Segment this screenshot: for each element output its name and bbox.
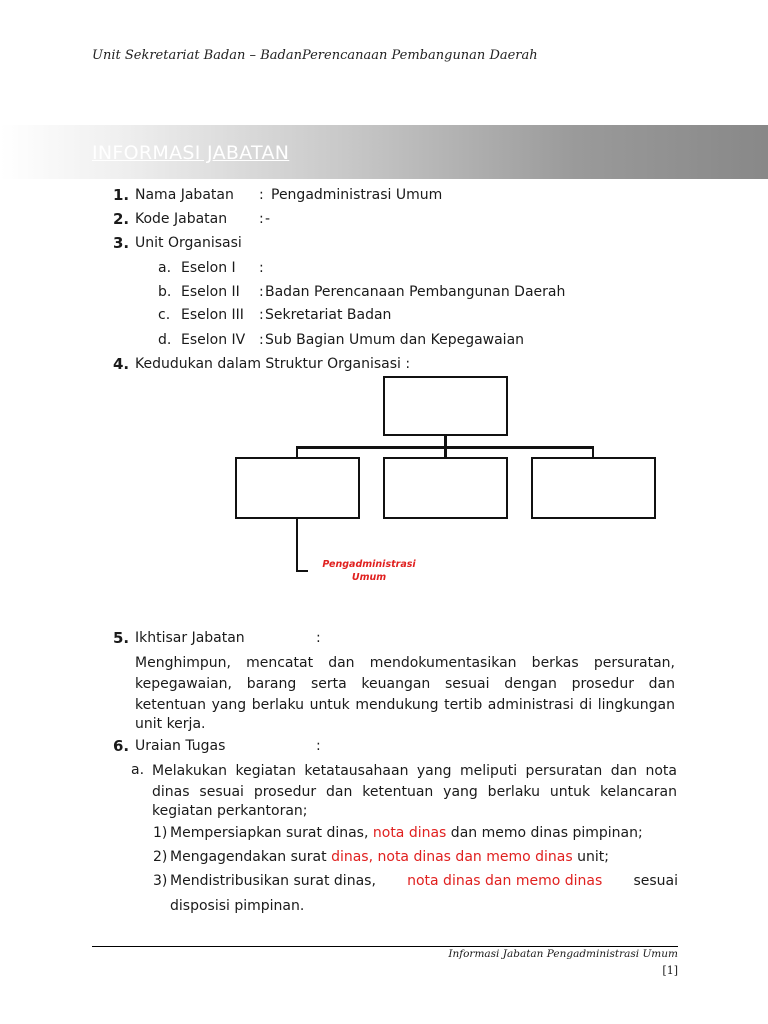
eselon-colon: : [259,307,264,323]
subtask-highlight: nota dinas [372,825,447,841]
footer-rule [92,946,678,947]
item-number: 6. [113,737,130,755]
eselon-letter: d. [158,332,172,348]
item-colon: : [259,187,264,203]
item-colon: : [316,738,321,754]
item-colon: : [259,211,264,227]
subtask-text [170,825,643,841]
item-colon: : [316,630,321,646]
org-box-middle [383,457,508,519]
paragraph-line: kepegawaian, barang serta keuangan sesuai dengan prosedur dan [135,676,675,692]
item-number: 3. [113,234,130,252]
item-label: Uraian Tugas [135,738,226,754]
footer-title: Informasi Jabatan Pengadministrasi Umum [448,948,678,960]
paragraph-line: dinas sesuai prosedur dan ketentuan yang berlaku untuk kelancaran [152,784,677,800]
eselon-colon: : [259,260,264,276]
eselon-label: Eselon IV [181,332,246,348]
ikhtisar-paragraph [135,653,675,732]
eselon-label: Eselon I [181,260,236,276]
item-label: Unit Organisasi [135,235,242,251]
item-label: Kedudukan dalam Struktur Organisasi : [135,356,411,372]
org-label-line: Pengadministrasi [322,559,416,570]
org-box-left [235,457,360,519]
item-label: Nama Jabatan [135,187,234,203]
page-number: [1] [662,964,678,977]
task-paragraph [152,761,677,819]
subtask-number: 1) [153,825,168,841]
item-number: 4. [113,355,130,373]
paragraph-line: kegiatan perkantoran; [152,803,308,819]
section-title: INFORMASI JABATAN [92,142,290,164]
eselon-letter: c. [158,307,171,323]
eselon-label: Eselon III [181,307,244,323]
subtask-text-part: Mempersiapkan surat dinas, [170,825,373,841]
org-box-right [531,457,656,519]
item-number: 2. [113,210,130,228]
org-label-line: Umum [351,572,387,583]
item-number: 1. [113,186,130,204]
subtask-highlight: dinas, nota dinas dan memo dinas [331,849,573,865]
subtask-number: 2) [153,849,168,865]
eselon-letter: b. [158,284,172,300]
subtask-text-part: unit; [572,849,609,865]
subtask-highlight: nota dinas dan memo dinas [407,873,603,889]
subtask-text-part: sesuai [633,873,678,889]
org-position-label [314,558,424,584]
subtask-text [170,873,678,889]
subtask-number: 3) [153,873,168,889]
paragraph-line: ketentuan yang berlaku untuk mendukung tertib administrasi di lingkungan [135,697,675,713]
item-value: Pengadministrasi Umum [271,187,443,203]
page-header: Unit Sekretariat Badan – BadanPerencanaan Pembangunan Daerah [92,48,538,63]
eselon-label: Eselon II [181,284,240,300]
org-box-top [383,376,508,436]
item-number: 5. [113,629,130,647]
eselon-colon: : [259,284,264,300]
eselon-value: Badan Perencanaan Pembangunan Daerah [265,284,566,300]
eselon-value: Sekretariat Badan [265,307,392,323]
paragraph-line: Menghimpun, mencatat dan mendokumentasikan berkas persuratan, [135,655,675,671]
eselon-colon: : [259,332,264,348]
item-label: Kode Jabatan [135,211,228,227]
subtask-text-part: Mengagendakan surat [170,849,332,865]
task-letter: a. [131,762,145,778]
item-label: Ikhtisar Jabatan [135,630,245,646]
subtask-text-part: dan memo dinas pimpinan; [446,825,643,841]
org-connector-branch [296,570,308,572]
subtask-text-part: Mendistribusikan surat dinas, [170,873,376,889]
eselon-letter: a. [158,260,172,276]
paragraph-line: Melakukan kegiatan ketatausahaan yang meliputi persuratan dan nota [152,763,677,779]
subtask-text [170,849,609,865]
subtask-continuation: disposisi pimpinan. [170,898,305,914]
eselon-value: Sub Bagian Umum dan Kepegawaian [265,332,525,348]
paragraph-line: unit kerja. [135,716,206,732]
org-connector-down [296,519,298,572]
item-value: - [265,211,271,227]
